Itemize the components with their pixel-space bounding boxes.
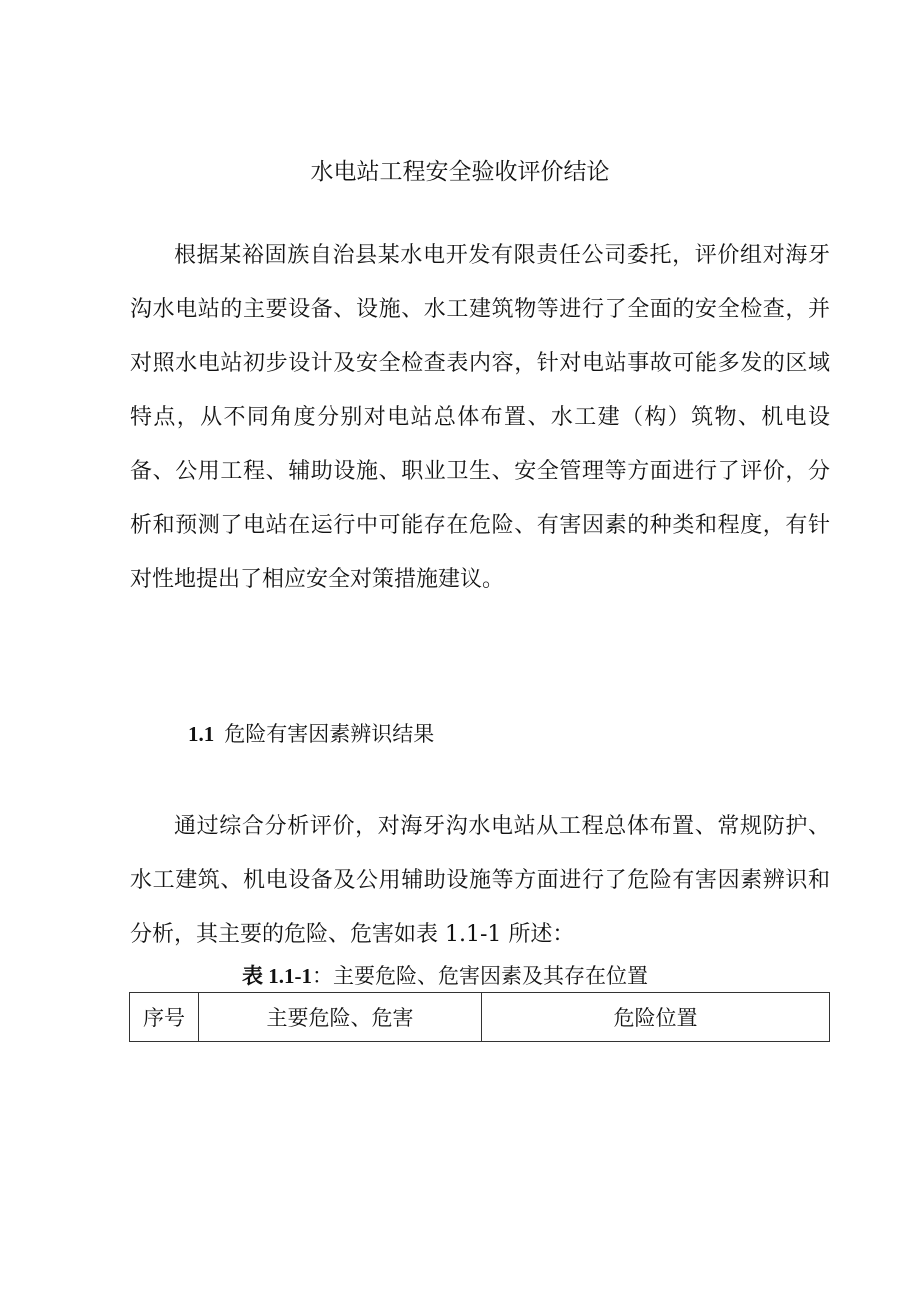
- section-number: 1.1: [188, 722, 215, 746]
- section-title: 危险有害因素辨识结果: [224, 722, 435, 746]
- table-header-row: [130, 993, 830, 1042]
- document-title: 水电站工程安全验收评价结论: [310, 159, 610, 185]
- table-caption-text: ：主要危险、危害因素及其存在位置: [312, 964, 648, 988]
- header-main-hazard: 主要危险、危害: [199, 993, 482, 1042]
- section-heading: [188, 718, 434, 750]
- hazards-table: [129, 992, 830, 1042]
- header-serial-number: 序号: [130, 993, 199, 1042]
- section-paragraph: 通过综合分析评价，对海牙沟水电站从工程总体布置、常规防护、水工建筑、机电设备及公用辅助设施等方面进行了危险有害因素辨识和分析，其主要的危险、危害如表 1.1-1 所述：: [130, 814, 830, 947]
- intro-paragraph: 根据某裕固族自治县某水电开发有限责任公司委托，评价组对海牙沟水电站的主要设备、设施、水工建筑物等进行了全面的安全检查，并对照水电站初步设计及安全检查表内容，针对电站事故可能多发的区域特点，从不同角度分别对电站总体布置、水工建（构）筑物、机电设备、公用工程、辅助设施、职业卫生、安全管理等方面进行了评价，分析和预测了电站在运行中可能存在危险、有害因素的种类和程度，有针对性地提出了相应安全对策措施建议。: [130, 243, 830, 592]
- table-caption: [0, 961, 920, 991]
- table-caption-number: 表 1.1-1: [242, 964, 312, 988]
- header-hazard-location: 危险位置: [482, 993, 830, 1042]
